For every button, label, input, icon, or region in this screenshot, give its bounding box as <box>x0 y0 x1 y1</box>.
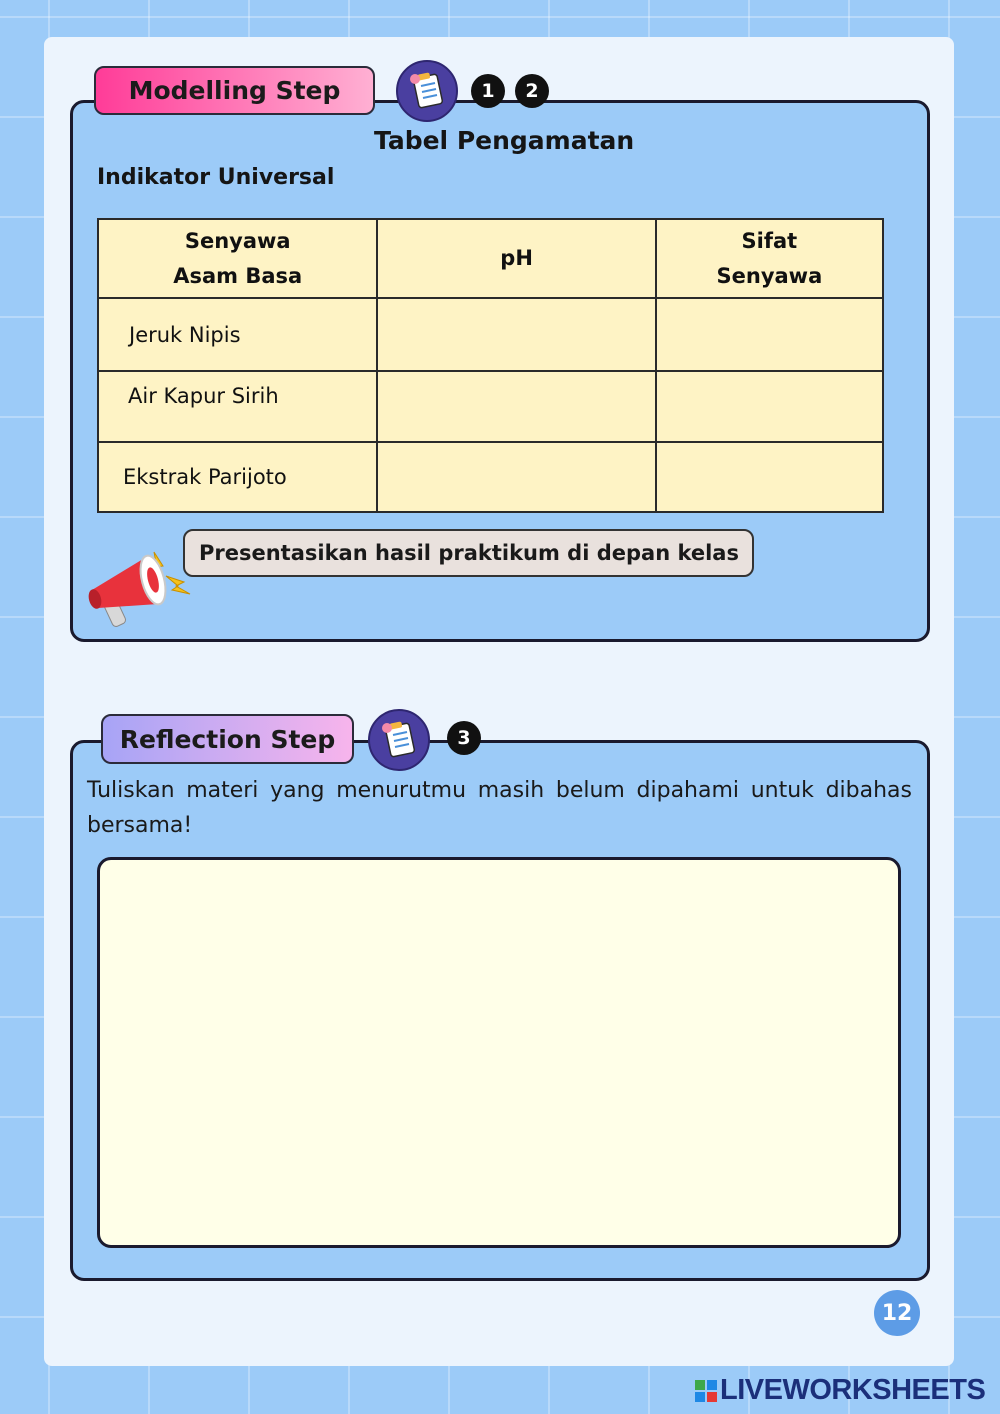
ph-input-cell[interactable] <box>377 442 655 512</box>
step-badge-3: 3 <box>447 721 481 755</box>
clipboard-icon <box>396 60 458 122</box>
reflection-step-label: Reflection Step <box>101 714 354 764</box>
header-ph: pH <box>377 219 655 298</box>
step-badge-1: 1 <box>471 74 505 108</box>
property-input-cell[interactable] <box>656 371 883 442</box>
row-name: Ekstrak Parijoto <box>98 442 377 512</box>
property-input-cell[interactable] <box>656 442 883 512</box>
step-badge-2: 2 <box>515 74 549 108</box>
row-name: Air Kapur Sirih <box>98 371 377 442</box>
liveworksheets-wordmark: LIVEWORKSHEETS <box>720 1374 986 1406</box>
modelling-step-label: Modelling Step <box>94 66 375 115</box>
row-name: Jeruk Nipis <box>98 298 377 371</box>
liveworksheets-mark-icon <box>694 1379 718 1403</box>
table-row <box>98 442 883 512</box>
present-results-button[interactable]: Presentasikan hasil praktikum di depan kelas <box>183 529 754 577</box>
table-row <box>98 371 883 442</box>
property-input-cell[interactable] <box>656 298 883 371</box>
megaphone-icon <box>84 538 194 634</box>
reflection-instruction: Tuliskan materi yang menurutmu masih belum dipahami untuk dibahas bersama! <box>87 778 912 838</box>
ph-input-cell[interactable] <box>377 298 655 371</box>
page-number-badge: 12 <box>874 1290 920 1336</box>
observation-table <box>97 218 884 513</box>
liveworksheets-logo[interactable] <box>694 1374 985 1407</box>
table-title: Tabel Pengamatan <box>374 126 635 155</box>
header-compound: Senyawa Asam Basa <box>98 219 377 298</box>
header-property: Sifat Senyawa <box>656 219 883 298</box>
ph-input-cell[interactable] <box>377 371 655 442</box>
indicator-subtitle: Indikator Universal <box>97 165 335 190</box>
clipboard-icon <box>368 709 430 771</box>
reflection-answer-textarea[interactable] <box>97 857 901 1248</box>
table-header-row <box>98 219 883 298</box>
table-row <box>98 298 883 371</box>
